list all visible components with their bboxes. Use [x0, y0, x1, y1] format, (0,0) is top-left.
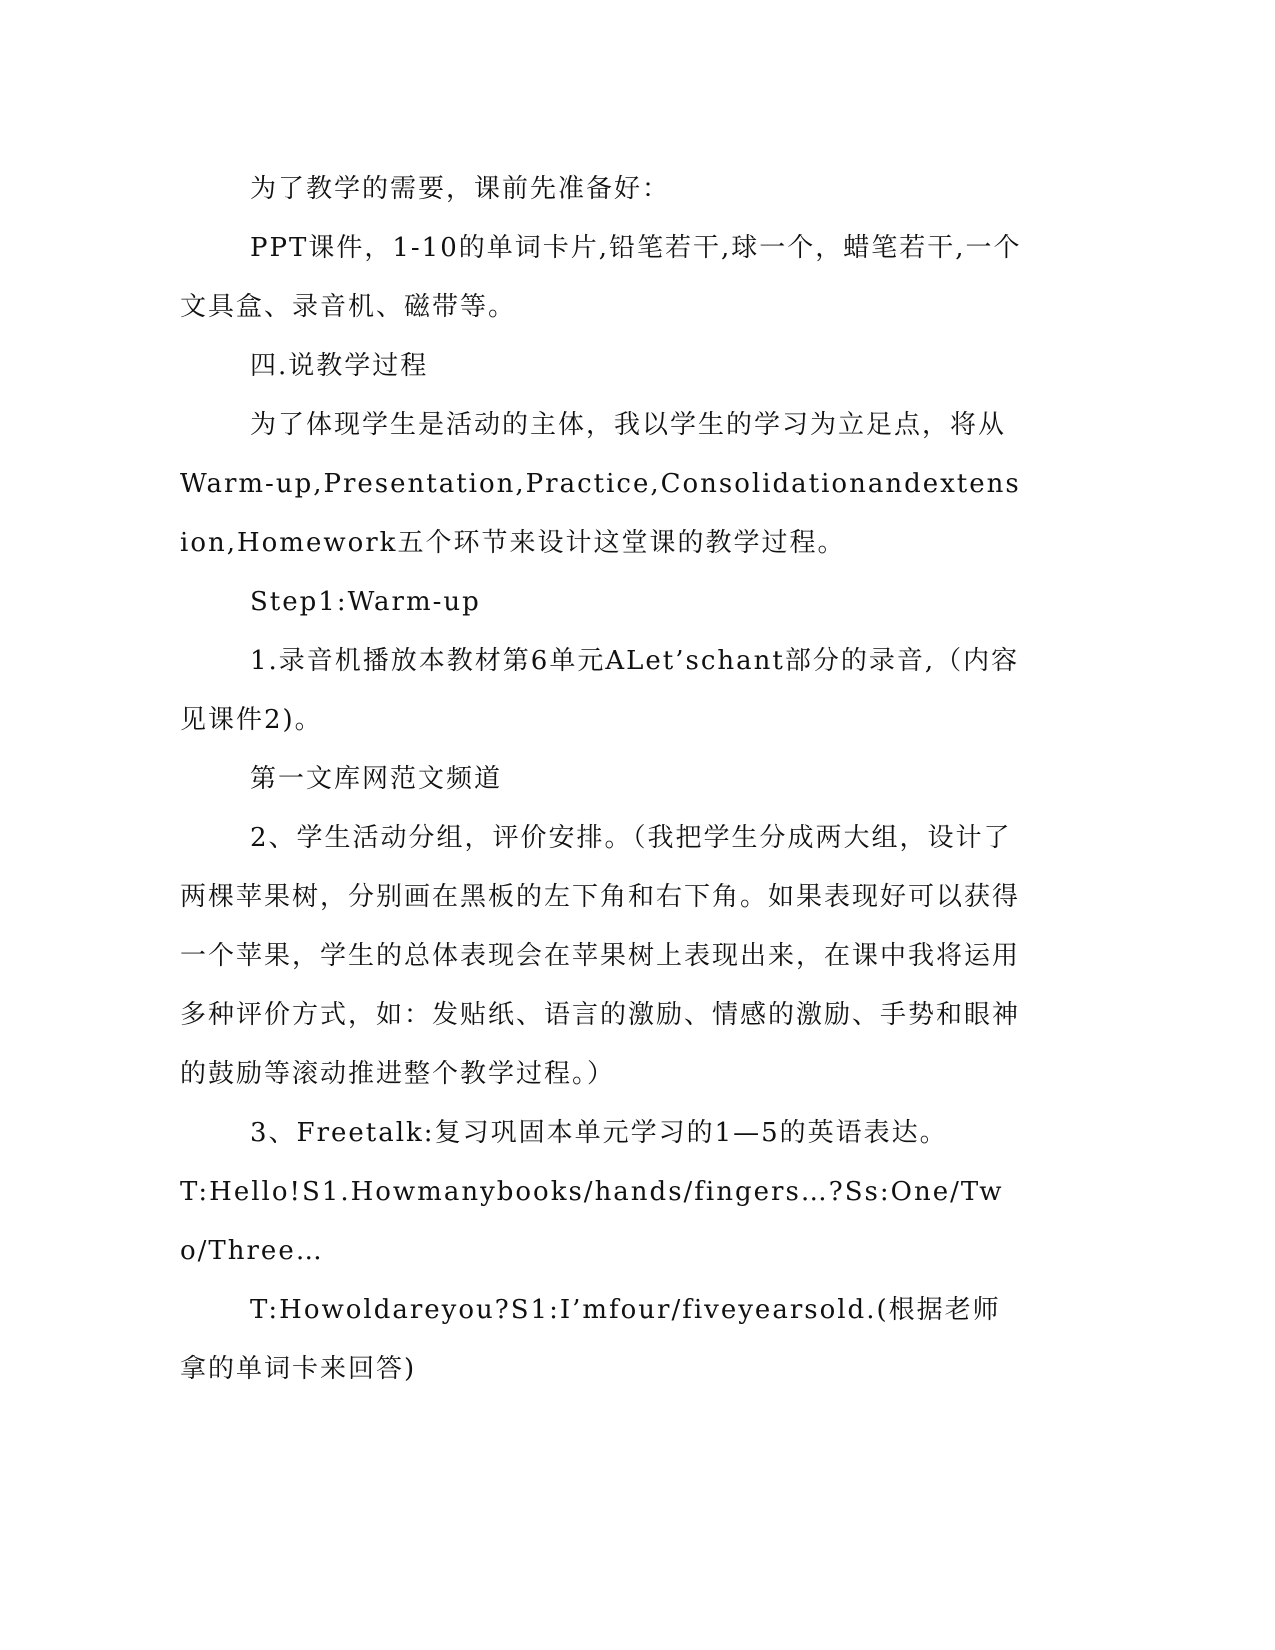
step-heading-warm-up: Step1:Warm-up — [250, 587, 481, 617]
paragraph-source-line: 第一文库网范文频道 — [250, 764, 503, 794]
document-body — [180, 160, 1025, 1399]
paragraph-step-2: 2、学生活动分组，评价安排。（我把学生分成两大组，设计了两棵苹果树，分别画在黑板的左下角和右下角。如果表现好可以获得一个苹果，学生的总体表现会在苹果树上表现出来，在课中我将运用多种评价方式，如：发贴纸、语言的激励、情感的激励、手势和眼神的鼓励等滚动推进整个教学过程。） — [180, 823, 1021, 1089]
paragraph-step-1: 1.录音机播放本教材第6单元ALet’schant部分的录音,（内容见课件2)。 — [180, 646, 1020, 735]
dialogue-line-2: T:Howoldareyou?S1:I’mfour/fiveyearsold.(根据老师拿的单词卡来回答) — [180, 1295, 1001, 1384]
paragraph-materials: PPT课件，1-10的单词卡片,铅笔若干,球一个，蜡笔若干,一个文具盒、录音机、磁带等。 — [180, 233, 1022, 322]
paragraph-prep-intro: 为了教学的需要，课前先准备好： — [250, 174, 671, 204]
section-heading-teaching-process: 四.说教学过程 — [250, 351, 429, 381]
dialogue-line-1: T:Hello!S1.Howmanybooks/hands/fingers…?Ss:One/Two/Three… — [180, 1177, 1004, 1266]
paragraph-process-overview: 为了体现学生是活动的主体，我以学生的学习为立足点，将从Warm-up,Presentation,Practice,Consolidationandextension,Homework五个环节来设计这堂课的教学过程。 — [180, 410, 1021, 558]
paragraph-step-3: 3、Freetalk:复习巩固本单元学习的1—5的英语表达。 — [250, 1118, 948, 1148]
